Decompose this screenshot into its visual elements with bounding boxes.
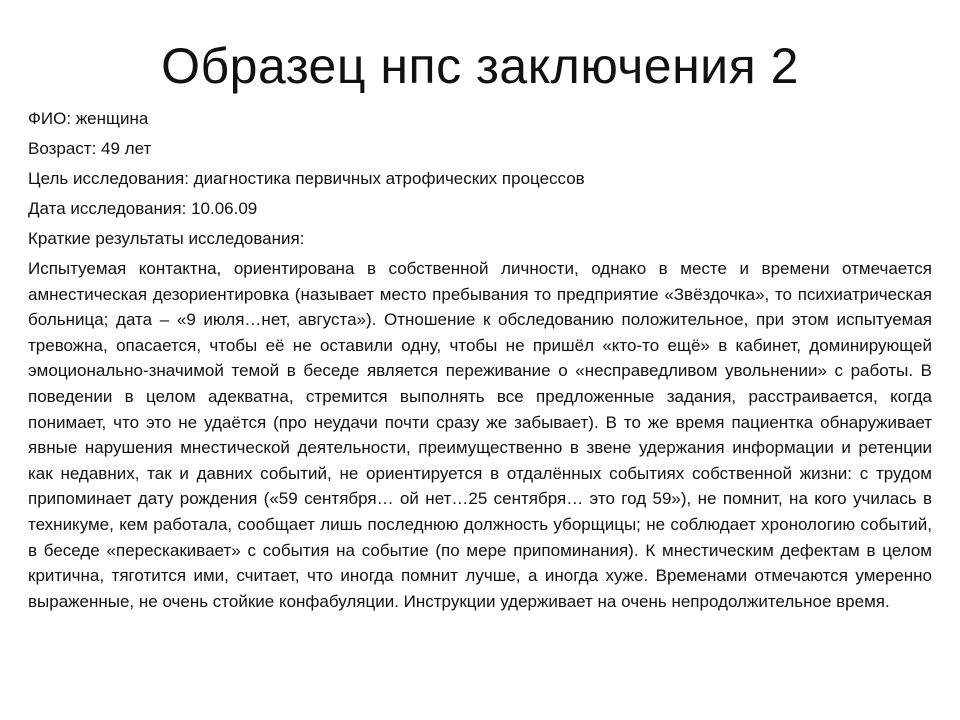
field-purpose: Цель исследования: диагностика первичных атрофических процессов xyxy=(28,169,585,188)
field-date: Дата исследования: 10.06.09 xyxy=(28,199,258,218)
slide-title: Образец нпс заключения 2 xyxy=(161,38,799,94)
field-results-heading: Краткие результаты исследования: xyxy=(28,229,305,248)
field-name: ФИО: женщина xyxy=(28,109,149,128)
results-paragraph: Испытуемая контактна, ориентирована в собственной личности, однако в месте и времени отмечается амнестическая дезориентировка (называет место пребывания то предприятие «Звёздочка», то психиатрическая больница; дата – «9 июля…нет, августа»). Отношение к обследованию положительное, при этом испытуемая тревожна, опасается, чтобы её не оставили одну, чтобы не пришёл «кто-то ещё» в кабинет, доминирующей эмоционально-значимой темой в беседе является переживание о «несправедливом увольнении» с работы. В поведении в целом адекватна, стремится выполнять все предложенные задания, расстраивается, когда понимает, что это не удаётся (про неудачи почти сразу же забывает). В то же время пациентка обнаруживает явные нарушения мнестической деятельности, преимущественно в звене удержания информации и ретенции как недавних, так и давних событий, не ориентируется в отдалённых событиях собственной жизни: с трудом припоминает дату рождения («59 сентября… ой нет…25 сентября… это год 59»), не помнит, на кого училась в техникуме, кем работала, сообщает лишь последнюю должность уборщицы; не соблюдает хронологию событий, в беседе «перескакивает» с события на событие (по мере припоминания). К мнестическим дефектам в целом критична, тяготится ими, считает, что иногда помнит лучше, а иногда хуже. Временами отмечаются умеренно выраженные, не очень стойкие конфабуляции. Инструкции удерживает на очень непродолжительное время. xyxy=(28,259,932,611)
field-age: Возраст: 49 лет xyxy=(28,139,152,158)
patient-info xyxy=(28,104,932,254)
